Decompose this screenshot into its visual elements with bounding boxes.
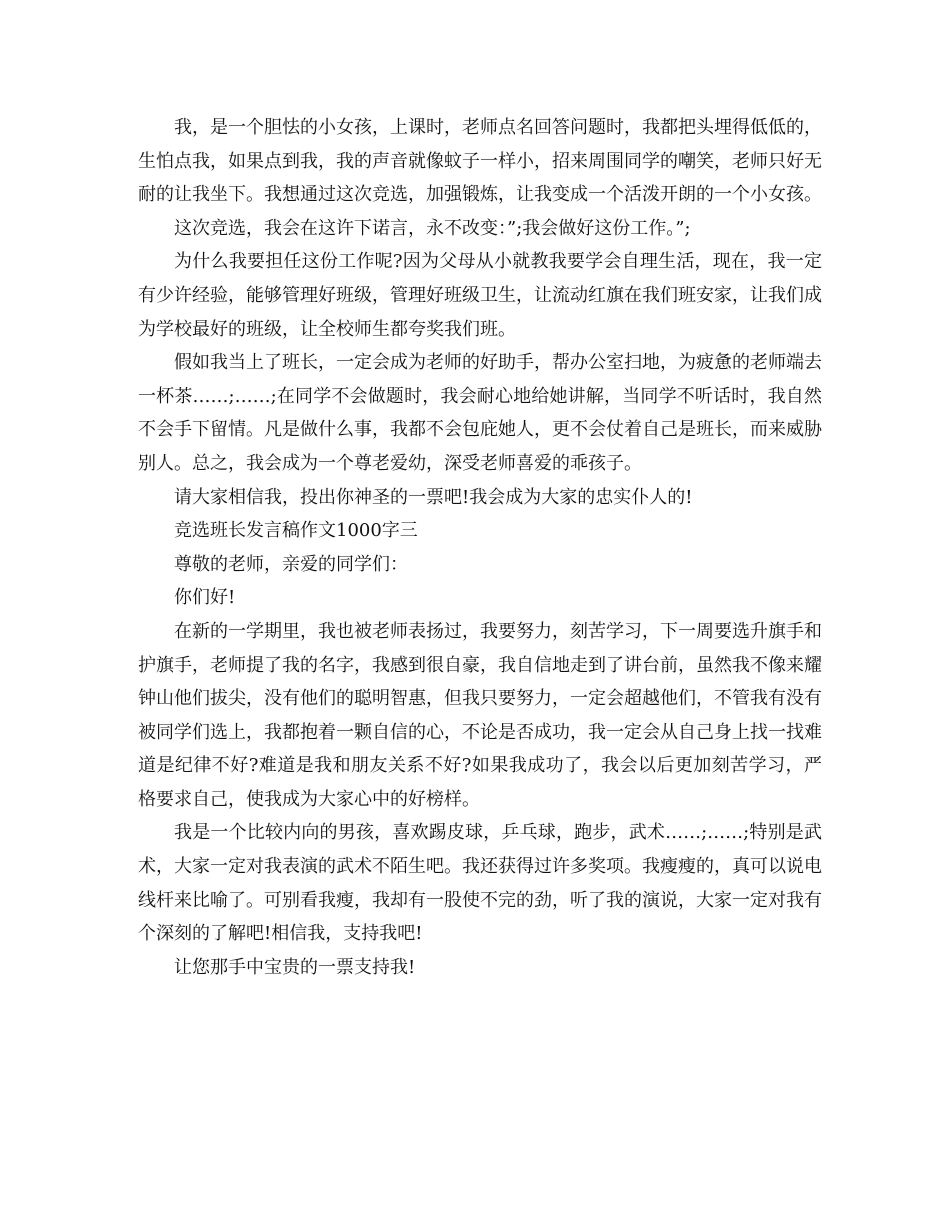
paragraph: 这次竞选，我会在这许下诺言，永不改变：”;我会做好这份工作。”; bbox=[174, 217, 691, 239]
paragraph: 请大家相信我，投出你神圣的一票吧!我会成为大家的忠实仆人的! bbox=[174, 486, 693, 508]
paragraph: 在新的一学期里，我也被老师表扬过，我要努力，刻苦学习，下一周要选升旗手和护旗手，老师提了我的名字，我感到很自豪，我自信地走到了讲台前，虽然我不像来耀钟山他们拔尖，没有他们的聪明智惠，但我只要努力，一定会超越他们，不管我有没有被同学们选上，我都抱着一颗自信的心，不论是否成功，我一定会从自己身上找一找难道是纪律不好?难道是我和朋友关系不好?如果我成功了，我会以后更加刻苦学习，严格要求自己，使我成为大家心中的好榜样。 bbox=[138, 620, 822, 810]
paragraph: 为什么我要担任这份工作呢?因为父母从小就教我要学会自理生活，现在，我一定有少许经验，能够管理好班级，管理好班级卫生，让流动红旗在我们班安家，让我们成为学校最好的班级，让全校师生都夸奖我们班。 bbox=[138, 251, 822, 340]
section-heading: 竞选班长发言稿作文1000字三 bbox=[174, 520, 418, 542]
paragraph: 我是一个比较内向的男孩，喜欢踢皮球，乒乓球，跑步，武术……;……;特别是武术，大家一定对我表演的武术不陌生吧。我还获得过许多奖项。我瘦瘦的，真可以说电线杆来比喻了。可别看我瘦，我却有一股使不完的劲，听了我的演说，大家一定对我有个深刻的了解吧!相信我，支持我吧! bbox=[138, 822, 822, 945]
paragraph: 我，是一个胆怯的小女孩，上课时，老师点名回答问题时，我都把头埋得低低的，生怕点我，如果点到我，我的声音就像蚊子一样小，招来周围同学的嘲笑，老师只好无耐的让我坐下。我想通过这次竞选，加强锻炼，让我变成一个活泼开朗的一个小女孩。 bbox=[138, 117, 822, 206]
document-body bbox=[138, 111, 822, 984]
closing-line: 让您那手中宝贵的一票支持我! bbox=[174, 956, 416, 978]
salutation: 尊敬的老师，亲爱的同学们： bbox=[174, 553, 408, 575]
paragraph: 假如我当上了班长，一定会成为老师的好助手，帮办公室扫地，为疲惫的老师端去一杯茶……;……;在同学不会做题时，我会耐心地给她讲解，当同学不听话时，我自然不会手下留情。凡是做什么事，我都不会包庇她人，更不会仗着自己是班长，而来威胁别人。总之，我会成为一个尊老爱幼，深受老师喜爱的乖孩子。 bbox=[138, 352, 822, 474]
greeting: 你们好! bbox=[174, 587, 236, 609]
